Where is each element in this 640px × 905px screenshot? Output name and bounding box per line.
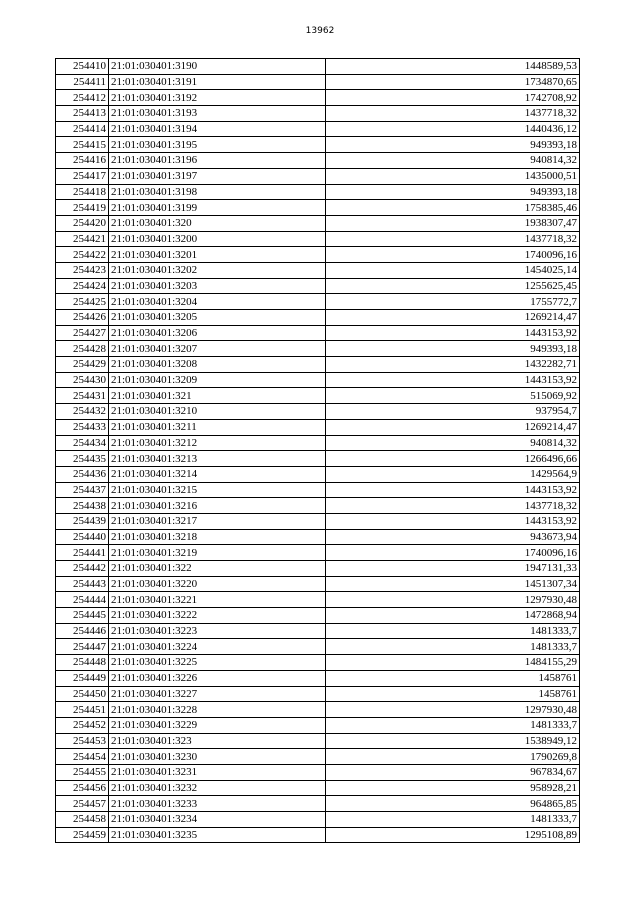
cadastral-number: 21:01:030401:321 (109, 388, 326, 404)
cadastral-value: 1437718,32 (326, 106, 580, 122)
table-row (56, 498, 580, 514)
cadastral-value: 1443153,92 (326, 372, 580, 388)
cadastral-number: 21:01:030401:3218 (109, 529, 326, 545)
cadastral-number: 21:01:030401:3204 (109, 294, 326, 310)
table-row (56, 310, 580, 326)
table-row (56, 341, 580, 357)
table-row (56, 278, 580, 294)
cadastral-number: 21:01:030401:3213 (109, 451, 326, 467)
cadastral-number: 21:01:030401:3232 (109, 780, 326, 796)
row-number: 254410 (56, 59, 109, 75)
cadastral-value: 1269214,47 (326, 419, 580, 435)
cadastral-value: 1481333,7 (326, 812, 580, 828)
table-row (56, 419, 580, 435)
row-number: 254439 (56, 513, 109, 529)
row-number: 254414 (56, 121, 109, 137)
table-row (56, 137, 580, 153)
row-number: 254453 (56, 733, 109, 749)
cadastral-value: 1295108,89 (326, 827, 580, 843)
cadastral-value: 1472868,94 (326, 608, 580, 624)
table-row (56, 655, 580, 671)
table-body (56, 59, 580, 843)
cadastral-number: 21:01:030401:3216 (109, 498, 326, 514)
cadastral-value: 1758385,46 (326, 200, 580, 216)
cadastral-number: 21:01:030401:3214 (109, 466, 326, 482)
row-number: 254441 (56, 545, 109, 561)
cadastral-value: 1484155,29 (326, 655, 580, 671)
cadastral-number: 21:01:030401:3199 (109, 200, 326, 216)
table-row (56, 592, 580, 608)
row-number: 254437 (56, 482, 109, 498)
cadastral-value: 1742708,92 (326, 90, 580, 106)
table-row (56, 733, 580, 749)
cadastral-value: 1947131,33 (326, 561, 580, 577)
cadastral-value: 1454025,14 (326, 262, 580, 278)
cadastral-number: 21:01:030401:3220 (109, 576, 326, 592)
row-number: 254430 (56, 372, 109, 388)
cadastral-number: 21:01:030401:3210 (109, 404, 326, 420)
row-number: 254448 (56, 655, 109, 671)
cadastral-number: 21:01:030401:3222 (109, 608, 326, 624)
row-number: 254434 (56, 435, 109, 451)
cadastral-value: 1432282,71 (326, 357, 580, 373)
table-row (56, 59, 580, 75)
row-number: 254446 (56, 623, 109, 639)
row-number: 254427 (56, 325, 109, 341)
row-number: 254435 (56, 451, 109, 467)
cadastral-number: 21:01:030401:3228 (109, 702, 326, 718)
cadastral-value: 949393,18 (326, 184, 580, 200)
table-row (56, 466, 580, 482)
table-row (56, 404, 580, 420)
table-row (56, 780, 580, 796)
cadastral-value: 1938307,47 (326, 215, 580, 231)
row-number: 254417 (56, 168, 109, 184)
row-number: 254449 (56, 670, 109, 686)
cadastral-value: 1740096,16 (326, 247, 580, 263)
cadastral-number: 21:01:030401:3224 (109, 639, 326, 655)
cadastral-value: 1481333,7 (326, 717, 580, 733)
cadastral-value: 1458761 (326, 686, 580, 702)
table-row (56, 435, 580, 451)
cadastral-value: 1255625,45 (326, 278, 580, 294)
table-row (56, 372, 580, 388)
row-number: 254416 (56, 153, 109, 169)
row-number: 254443 (56, 576, 109, 592)
table-row (56, 106, 580, 122)
cadastral-number: 21:01:030401:3215 (109, 482, 326, 498)
cadastral-number: 21:01:030401:320 (109, 215, 326, 231)
cadastral-value: 940814,32 (326, 153, 580, 169)
row-number: 254413 (56, 106, 109, 122)
cadastral-number: 21:01:030401:3196 (109, 153, 326, 169)
row-number: 254431 (56, 388, 109, 404)
row-number: 254421 (56, 231, 109, 247)
cadastral-number: 21:01:030401:3200 (109, 231, 326, 247)
table-row (56, 325, 580, 341)
cadastral-number: 21:01:030401:3230 (109, 749, 326, 765)
cadastral-number: 21:01:030401:3225 (109, 655, 326, 671)
table-row (56, 749, 580, 765)
table-row (56, 357, 580, 373)
cadastral-value: 949393,18 (326, 137, 580, 153)
cadastral-value-table (55, 58, 580, 843)
row-number: 254457 (56, 796, 109, 812)
cadastral-number: 21:01:030401:3235 (109, 827, 326, 843)
cadastral-value: 1443153,92 (326, 513, 580, 529)
table-row (56, 639, 580, 655)
table-row (56, 764, 580, 780)
row-number: 254423 (56, 262, 109, 278)
cadastral-value: 958928,21 (326, 780, 580, 796)
row-number: 254450 (56, 686, 109, 702)
cadastral-value: 1266496,66 (326, 451, 580, 467)
cadastral-number: 21:01:030401:3231 (109, 764, 326, 780)
cadastral-number: 21:01:030401:3223 (109, 623, 326, 639)
cadastral-number: 21:01:030401:3227 (109, 686, 326, 702)
cadastral-number: 21:01:030401:3219 (109, 545, 326, 561)
cadastral-number: 21:01:030401:3205 (109, 310, 326, 326)
cadastral-number: 21:01:030401:3195 (109, 137, 326, 153)
cadastral-number: 21:01:030401:3201 (109, 247, 326, 263)
table-row (56, 74, 580, 90)
row-number: 254455 (56, 764, 109, 780)
cadastral-value: 1437718,32 (326, 231, 580, 247)
row-number: 254458 (56, 812, 109, 828)
table-row (56, 529, 580, 545)
table-row (56, 247, 580, 263)
cadastral-value: 515069,92 (326, 388, 580, 404)
row-number: 254428 (56, 341, 109, 357)
cadastral-number: 21:01:030401:3217 (109, 513, 326, 529)
cadastral-value: 937954,7 (326, 404, 580, 420)
cadastral-value: 967834,67 (326, 764, 580, 780)
cadastral-number: 21:01:030401:323 (109, 733, 326, 749)
cadastral-value: 940814,32 (326, 435, 580, 451)
table-row (56, 184, 580, 200)
cadastral-value: 1734870,65 (326, 74, 580, 90)
row-number: 254433 (56, 419, 109, 435)
cadastral-value: 1429564,9 (326, 466, 580, 482)
table-row (56, 702, 580, 718)
table-row (56, 482, 580, 498)
cadastral-number: 21:01:030401:3211 (109, 419, 326, 435)
table-row (56, 796, 580, 812)
table-row (56, 294, 580, 310)
table-row (56, 121, 580, 137)
cadastral-number: 21:01:030401:3209 (109, 372, 326, 388)
table-row (56, 812, 580, 828)
row-number: 254436 (56, 466, 109, 482)
table-row (56, 670, 580, 686)
cadastral-value: 1297930,48 (326, 592, 580, 608)
row-number: 254440 (56, 529, 109, 545)
cadastral-number: 21:01:030401:3203 (109, 278, 326, 294)
cadastral-number: 21:01:030401:3234 (109, 812, 326, 828)
cadastral-value: 1297930,48 (326, 702, 580, 718)
row-number: 254442 (56, 561, 109, 577)
cadastral-number: 21:01:030401:3197 (109, 168, 326, 184)
table-row (56, 513, 580, 529)
row-number: 254415 (56, 137, 109, 153)
cadastral-value: 1448589,53 (326, 59, 580, 75)
row-number: 254456 (56, 780, 109, 796)
cadastral-value: 1269214,47 (326, 310, 580, 326)
row-number: 254451 (56, 702, 109, 718)
row-number: 254444 (56, 592, 109, 608)
row-number: 254418 (56, 184, 109, 200)
cadastral-number: 21:01:030401:3212 (109, 435, 326, 451)
row-number: 254422 (56, 247, 109, 263)
cadastral-value: 1451307,34 (326, 576, 580, 592)
table-row (56, 231, 580, 247)
table-row (56, 827, 580, 843)
table-row (56, 608, 580, 624)
row-number: 254411 (56, 74, 109, 90)
table-row (56, 388, 580, 404)
row-number: 254425 (56, 294, 109, 310)
row-number: 254454 (56, 749, 109, 765)
cadastral-number: 21:01:030401:3226 (109, 670, 326, 686)
cadastral-number: 21:01:030401:3202 (109, 262, 326, 278)
table-row (56, 717, 580, 733)
row-number: 254447 (56, 639, 109, 655)
table-row (56, 215, 580, 231)
row-number: 254438 (56, 498, 109, 514)
cadastral-value: 943673,94 (326, 529, 580, 545)
row-number: 254420 (56, 215, 109, 231)
cadastral-value: 1437718,32 (326, 498, 580, 514)
cadastral-number: 21:01:030401:3194 (109, 121, 326, 137)
cadastral-number: 21:01:030401:3192 (109, 90, 326, 106)
cadastral-number: 21:01:030401:3207 (109, 341, 326, 357)
cadastral-value: 1755772,7 (326, 294, 580, 310)
table-row (56, 153, 580, 169)
table-row (56, 686, 580, 702)
cadastral-number: 21:01:030401:3233 (109, 796, 326, 812)
page-number: 13962 (305, 26, 335, 36)
table-row (56, 262, 580, 278)
row-number: 254445 (56, 608, 109, 624)
cadastral-value: 1443153,92 (326, 325, 580, 341)
row-number: 254419 (56, 200, 109, 216)
cadastral-number: 21:01:030401:3191 (109, 74, 326, 90)
cadastral-value: 1481333,7 (326, 623, 580, 639)
cadastral-number: 21:01:030401:3206 (109, 325, 326, 341)
table-row (56, 545, 580, 561)
cadastral-value: 1538949,12 (326, 733, 580, 749)
cadastral-number: 21:01:030401:3198 (109, 184, 326, 200)
cadastral-value: 1481333,7 (326, 639, 580, 655)
cadastral-value: 1740096,16 (326, 545, 580, 561)
cadastral-value: 1458761 (326, 670, 580, 686)
row-number: 254432 (56, 404, 109, 420)
row-number: 254426 (56, 310, 109, 326)
cadastral-value: 1790269,8 (326, 749, 580, 765)
table-row (56, 561, 580, 577)
table-row (56, 200, 580, 216)
cadastral-number: 21:01:030401:3190 (109, 59, 326, 75)
row-number: 254459 (56, 827, 109, 843)
cadastral-value: 1440436,12 (326, 121, 580, 137)
row-number: 254424 (56, 278, 109, 294)
cadastral-value: 1435000,51 (326, 168, 580, 184)
row-number: 254412 (56, 90, 109, 106)
table-row (56, 576, 580, 592)
row-number: 254429 (56, 357, 109, 373)
table-row (56, 623, 580, 639)
row-number: 254452 (56, 717, 109, 733)
cadastral-value: 1443153,92 (326, 482, 580, 498)
table-row (56, 451, 580, 467)
table-row (56, 90, 580, 106)
table-row (56, 168, 580, 184)
cadastral-number: 21:01:030401:3221 (109, 592, 326, 608)
cadastral-value: 964865,85 (326, 796, 580, 812)
cadastral-number: 21:01:030401:3193 (109, 106, 326, 122)
cadastral-number: 21:01:030401:3208 (109, 357, 326, 373)
cadastral-value: 949393,18 (326, 341, 580, 357)
cadastral-number: 21:01:030401:3229 (109, 717, 326, 733)
cadastral-number: 21:01:030401:322 (109, 561, 326, 577)
